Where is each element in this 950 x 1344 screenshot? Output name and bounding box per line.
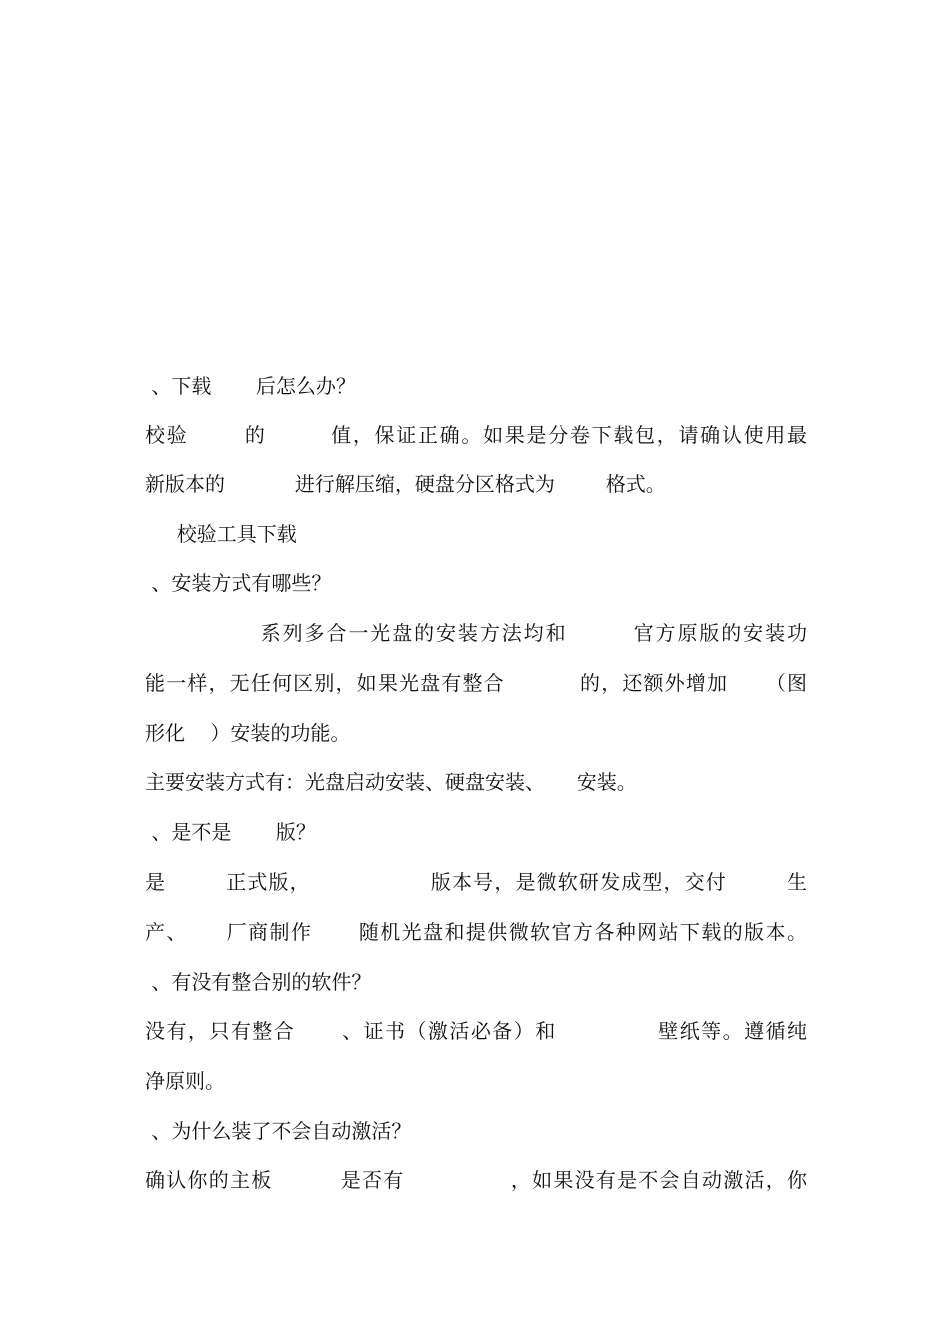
body-line: 系列多合一光盘的安装方法均和 官方原版的安装功 bbox=[145, 621, 807, 645]
question-heading-activation: 、为什么装了不会自动激活？ bbox=[145, 1119, 412, 1143]
body-line: 形化 ）安装的功能。 bbox=[145, 721, 351, 745]
body-line: 能一样，无任何区别，如果光盘有整合 的，还额外增加 （图 bbox=[145, 671, 807, 695]
body-line: 产、 厂商制作 随机光盘和提供微软官方各种网站下载的版本。 bbox=[145, 920, 807, 944]
body-line: 是 正式版， 版本号，是微软研发成型，交付 生 bbox=[145, 870, 807, 894]
body-line: 校验 的 值，保证正确。如果是分卷下载包，请确认使用最 bbox=[145, 423, 807, 447]
body-line: 净原则。 bbox=[145, 1069, 225, 1093]
question-heading-version: 、是不是 版？ bbox=[145, 820, 316, 844]
question-heading-install: 、安装方式有哪些？ bbox=[145, 571, 332, 595]
question-heading-download: 、下载 后怎么办？ bbox=[145, 374, 356, 398]
body-line: 确认你的主板 是否有 ，如果没有是不会自动激活，你 bbox=[145, 1168, 807, 1192]
tool-download-label: 校验工具下载 bbox=[145, 522, 297, 546]
body-line: 主要安装方式有：光盘启动安装、硬盘安装、 安装。 bbox=[145, 770, 637, 794]
question-heading-software: 、有没有整合别的软件？ bbox=[145, 970, 372, 994]
body-line: 没有，只有整合 、证书（激活必备）和 壁纸等。遵循纯 bbox=[145, 1019, 807, 1043]
body-line: 新版本的 进行解压缩，硬盘分区格式为 格式。 bbox=[145, 472, 666, 496]
